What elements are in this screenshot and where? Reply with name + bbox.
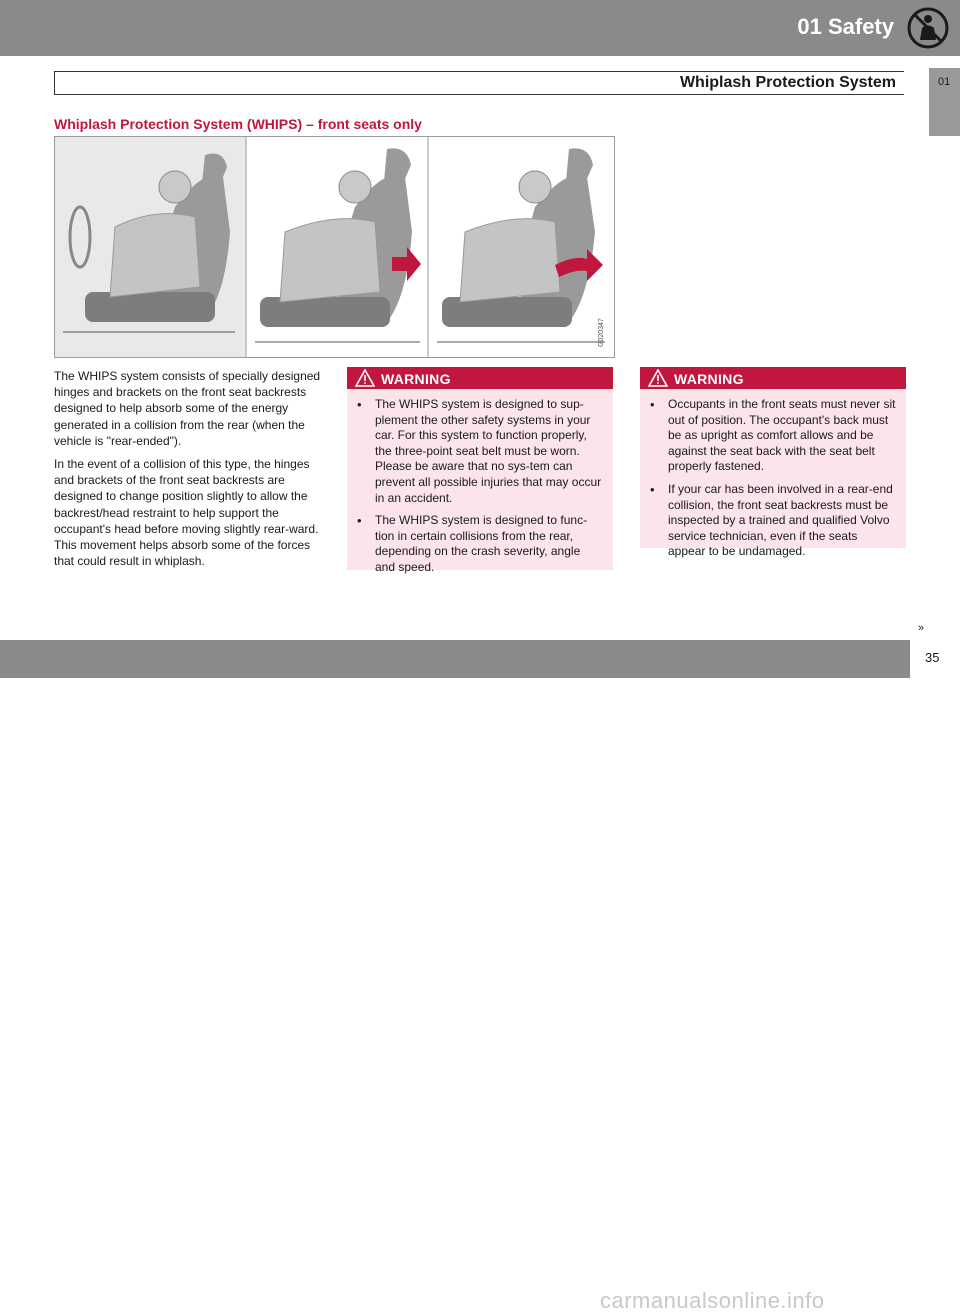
figure-code: G020347: [598, 318, 605, 347]
warning-header: [347, 367, 613, 389]
warning-item: • Occupants in the front seats must never sit out of position. The occupant's back must be as upright as comfort allows and be against the seat back with the seat belt properly fastened.: [668, 397, 896, 475]
warning-list: [347, 389, 613, 591]
warning-list: [640, 389, 906, 575]
page-number: 35: [925, 650, 940, 665]
warning-item: • The WHIPS system is designed to sup-plement the other safety systems in your car. For this system to function properly, the three-point seat belt must be worn. Please be aware that no sys-tem can prevent all possible injuries that may occur in an accident.: [375, 397, 603, 506]
chapter-title: 01 Safety: [797, 14, 894, 39]
warning-box-2: [640, 367, 906, 559]
chapter-tab[interactable]: [929, 68, 960, 136]
warning-title: WARNING: [674, 371, 744, 387]
watermark: carmanualsonline.info: [600, 1288, 825, 1313]
seat-panel-3: [442, 148, 603, 327]
body-paragraph-2: In the event of a collision of this type, the hinges and brackets of the front seat backrests are designed to change position slightly to allow the backrest/head restraint to help support the occupant's head before moving slightly rear-ward. This movement helps absorb some of the forces that could result in whiplash.: [54, 457, 319, 569]
seat-illustration-svg: [55, 137, 614, 357]
section-bar: [54, 71, 904, 95]
seatbelt-prohibited-icon: [906, 6, 950, 50]
body-paragraph-1: The WHIPS system consists of specially designed hinges and brackets on the front seat backrests designed to help absorb some of the energy generated in a collision from the rear (when the vehicle is "rear-ended").: [54, 369, 321, 448]
warning-box-1: [347, 367, 613, 574]
header-bar: [0, 0, 960, 56]
whips-illustration: [54, 136, 615, 358]
page-title: Whiplash Protection System (WHIPS) – front seats only: [54, 116, 422, 132]
footer-bar: [0, 640, 960, 1313]
warning-triangle-icon: [355, 369, 375, 387]
body-text: [54, 368, 324, 576]
chapter-tab-label: 01: [938, 76, 951, 88]
warning-header: [640, 367, 906, 389]
warning-title: WARNING: [381, 371, 451, 387]
warning-item: • The WHIPS system is designed to func-tion in certain collisions from the rear, depending on the crash severity, angle and speed.: [375, 513, 603, 575]
seat-panel-2: [260, 148, 421, 327]
warning-triangle-icon: [648, 369, 668, 387]
section-title: Whiplash Protection System: [679, 74, 896, 91]
warning-item: • If your car has been involved in a rear-end collision, the front seat backrests must be inspected by a trained and qualified Volvo service technician, even if the seats appear to be undamaged.: [668, 482, 896, 560]
continue-arrow[interactable]: »: [918, 622, 923, 634]
